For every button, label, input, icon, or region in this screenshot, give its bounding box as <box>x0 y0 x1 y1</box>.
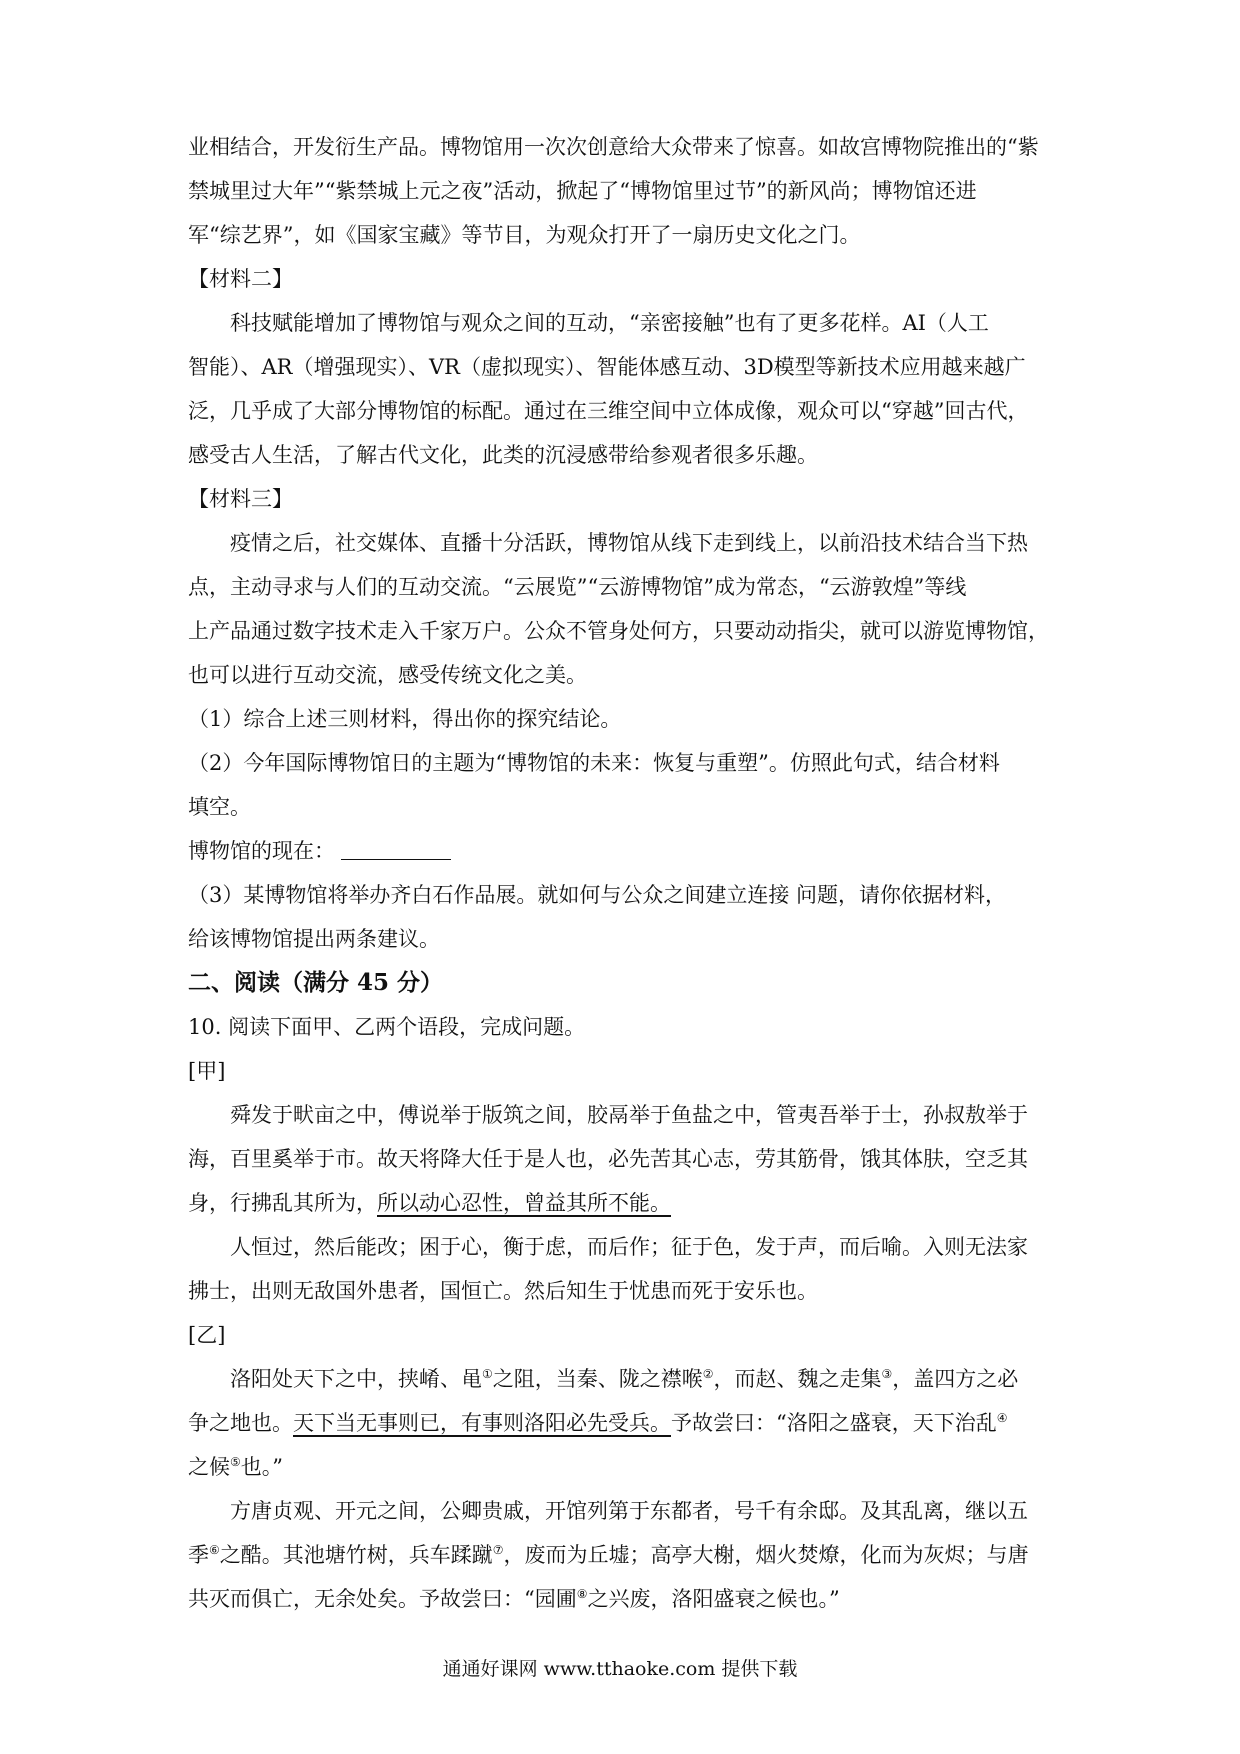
text-span: 之酷。其池塘竹树，兵车蹂蹴 <box>219 1543 493 1567</box>
passage-jia-label: [甲] <box>188 1059 226 1083</box>
text-line: 方唐贞观、开元之间，公卿贵戚，开馆列第于东都者，号千有余邸。及其乱离，继以五 <box>230 1499 1028 1523</box>
text-line: 禁城里过大年”“紫禁城上元之夜”活动，掀起了“博物馆里过节”的新风尚；博物馆还进 <box>188 179 977 203</box>
page-footer: 通通好课网 www.tthaoke.com 提供下载 <box>442 1658 798 1680</box>
footnote-marker: ⑤ <box>230 1455 241 1469</box>
section-heading: 二、阅读（满分 45 分） <box>188 969 444 996</box>
text-line: 人恒过，然后能改；困于心，衡于虑，而后作；征于色，发于声，而后喻。入则无法家 <box>230 1235 1028 1259</box>
text-line <box>188 1541 1058 1569</box>
footnote-marker: ⑥ <box>209 1543 220 1557</box>
footnote-marker: ① <box>482 1367 493 1381</box>
passage-yi-label: [乙] <box>188 1323 226 1347</box>
question-3: （3）某博物馆将举办齐白石作品展。就如何与公众之间建立连接 问题，请你依据材料， <box>188 883 1007 907</box>
underlined-sentence: 所以动心忍性，曾益其所不能。 <box>377 1191 671 1215</box>
text-line: 也可以进行互动交流，感受传统文化之美。 <box>188 663 587 687</box>
text-line: 疫情之后，社交媒体、直播十分活跃，博物馆从线下走到线上，以前沿技术结合当下热 <box>230 531 1028 555</box>
text-line <box>188 1409 1058 1437</box>
question-1: （1）综合上述三则材料，得出你的探究结论。 <box>188 707 622 731</box>
question-2: （2）今年国际博物馆日的主题为“博物馆的未来：恢复与重塑”。仿照此句式，结合材料 <box>188 751 1000 775</box>
text-line: 拂士，出则无敌国外患者，国恒亡。然后知生于忧患而死于安乐也。 <box>188 1279 818 1303</box>
fill-in-line <box>188 837 1058 865</box>
text-span: 季 <box>188 1543 209 1567</box>
text-line: 业相结合，开发衍生产品。博物馆用一次次创意给大众带来了惊喜。如故宫博物院推出的“紫 <box>188 135 1039 159</box>
text-line: 海，百里奚举于市。故天将降大任于是人也，必先苦其心志，劳其筋骨，饿其体肤，空乏其 <box>188 1147 1028 1171</box>
footnote-marker: ④ <box>996 1411 1008 1425</box>
footnote-marker: ② <box>702 1367 714 1381</box>
underlined-sentence: 天下当无事则已，有事则洛阳必先受兵。 <box>293 1411 671 1435</box>
text-line: 给该博物馆提出两条建议。 <box>188 927 440 951</box>
text-line <box>188 1189 1058 1217</box>
text-line: 感受古人生活，了解古代文化，此类的沉浸感带给参观者很多乐趣。 <box>188 443 818 467</box>
text-line: 点，主动寻求与人们的互动交流。“云展览”“云游博物馆”成为常态，“云游敦煌”等线 <box>188 575 967 599</box>
fill-in-label: 博物馆的现在： <box>188 839 335 863</box>
text-span: 也。” <box>240 1455 284 1479</box>
question-10: 10. 阅读下面甲、乙两个语段，完成问题。 <box>188 1015 586 1039</box>
text-span: ，盖四方之必 <box>892 1367 1019 1391</box>
text-span: 之候 <box>188 1455 230 1479</box>
text-span: 争之地也。 <box>188 1411 293 1435</box>
text-line: 军“综艺界”，如《国家宝藏》等节目，为观众打开了一扇历史文化之门。 <box>188 223 861 247</box>
text-span: 洛阳处天下之中，挟崤、黾 <box>230 1367 482 1391</box>
text-span: 共灭而俱亡，无余处矣。予故尝曰：“园圃 <box>188 1587 577 1611</box>
text-span: ，废而为丘墟；高亭大榭，烟火焚燎，化而为灰烬；与唐 <box>503 1543 1029 1567</box>
text-span: 之兴废，洛阳盛衰之候也。” <box>587 1587 840 1611</box>
material-3-heading: 【材料三】 <box>188 487 293 511</box>
text-line: 填空。 <box>188 795 251 819</box>
answer-blank[interactable] <box>341 839 451 860</box>
footnote-marker: ③ <box>881 1367 893 1381</box>
footnote-marker: ⑦ <box>492 1543 504 1557</box>
text-line <box>230 1365 1058 1393</box>
text-line <box>188 1585 1058 1613</box>
text-line: 科技赋能增加了博物馆与观众之间的互动，“亲密接触”也有了更多花样。AI（人工 <box>230 311 989 335</box>
material-2-heading: 【材料二】 <box>188 267 293 291</box>
text-span: 予故尝曰：“洛阳之盛衰，天下治乱 <box>671 1411 997 1435</box>
text-span: 之阻，当秦、陇之襟喉 <box>492 1367 703 1391</box>
text-line: 智能）、AR（增强现实）、VR（虚拟现实）、智能体感互动、3D模型等新技术应用越来越广 <box>188 355 1026 379</box>
text-span: 身，行拂乱其所为， <box>188 1191 377 1215</box>
text-span: ，而赵、魏之走集 <box>713 1367 882 1391</box>
text-line: 舜发于畎亩之中，傅说举于版筑之间，胶鬲举于鱼盐之中，管夷吾举于士，孙叔敖举于 <box>230 1103 1028 1127</box>
text-line <box>188 1453 1058 1481</box>
footnote-marker: ⑧ <box>576 1587 588 1601</box>
text-line: 泛，几乎成了大部分博物馆的标配。通过在三维空间中立体成像，观众可以“穿越”回古代， <box>188 399 1029 423</box>
text-line: 上产品通过数字技术走入千家万户。公众不管身处何方，只要动动指尖，就可以游览博物馆， <box>188 619 1049 643</box>
